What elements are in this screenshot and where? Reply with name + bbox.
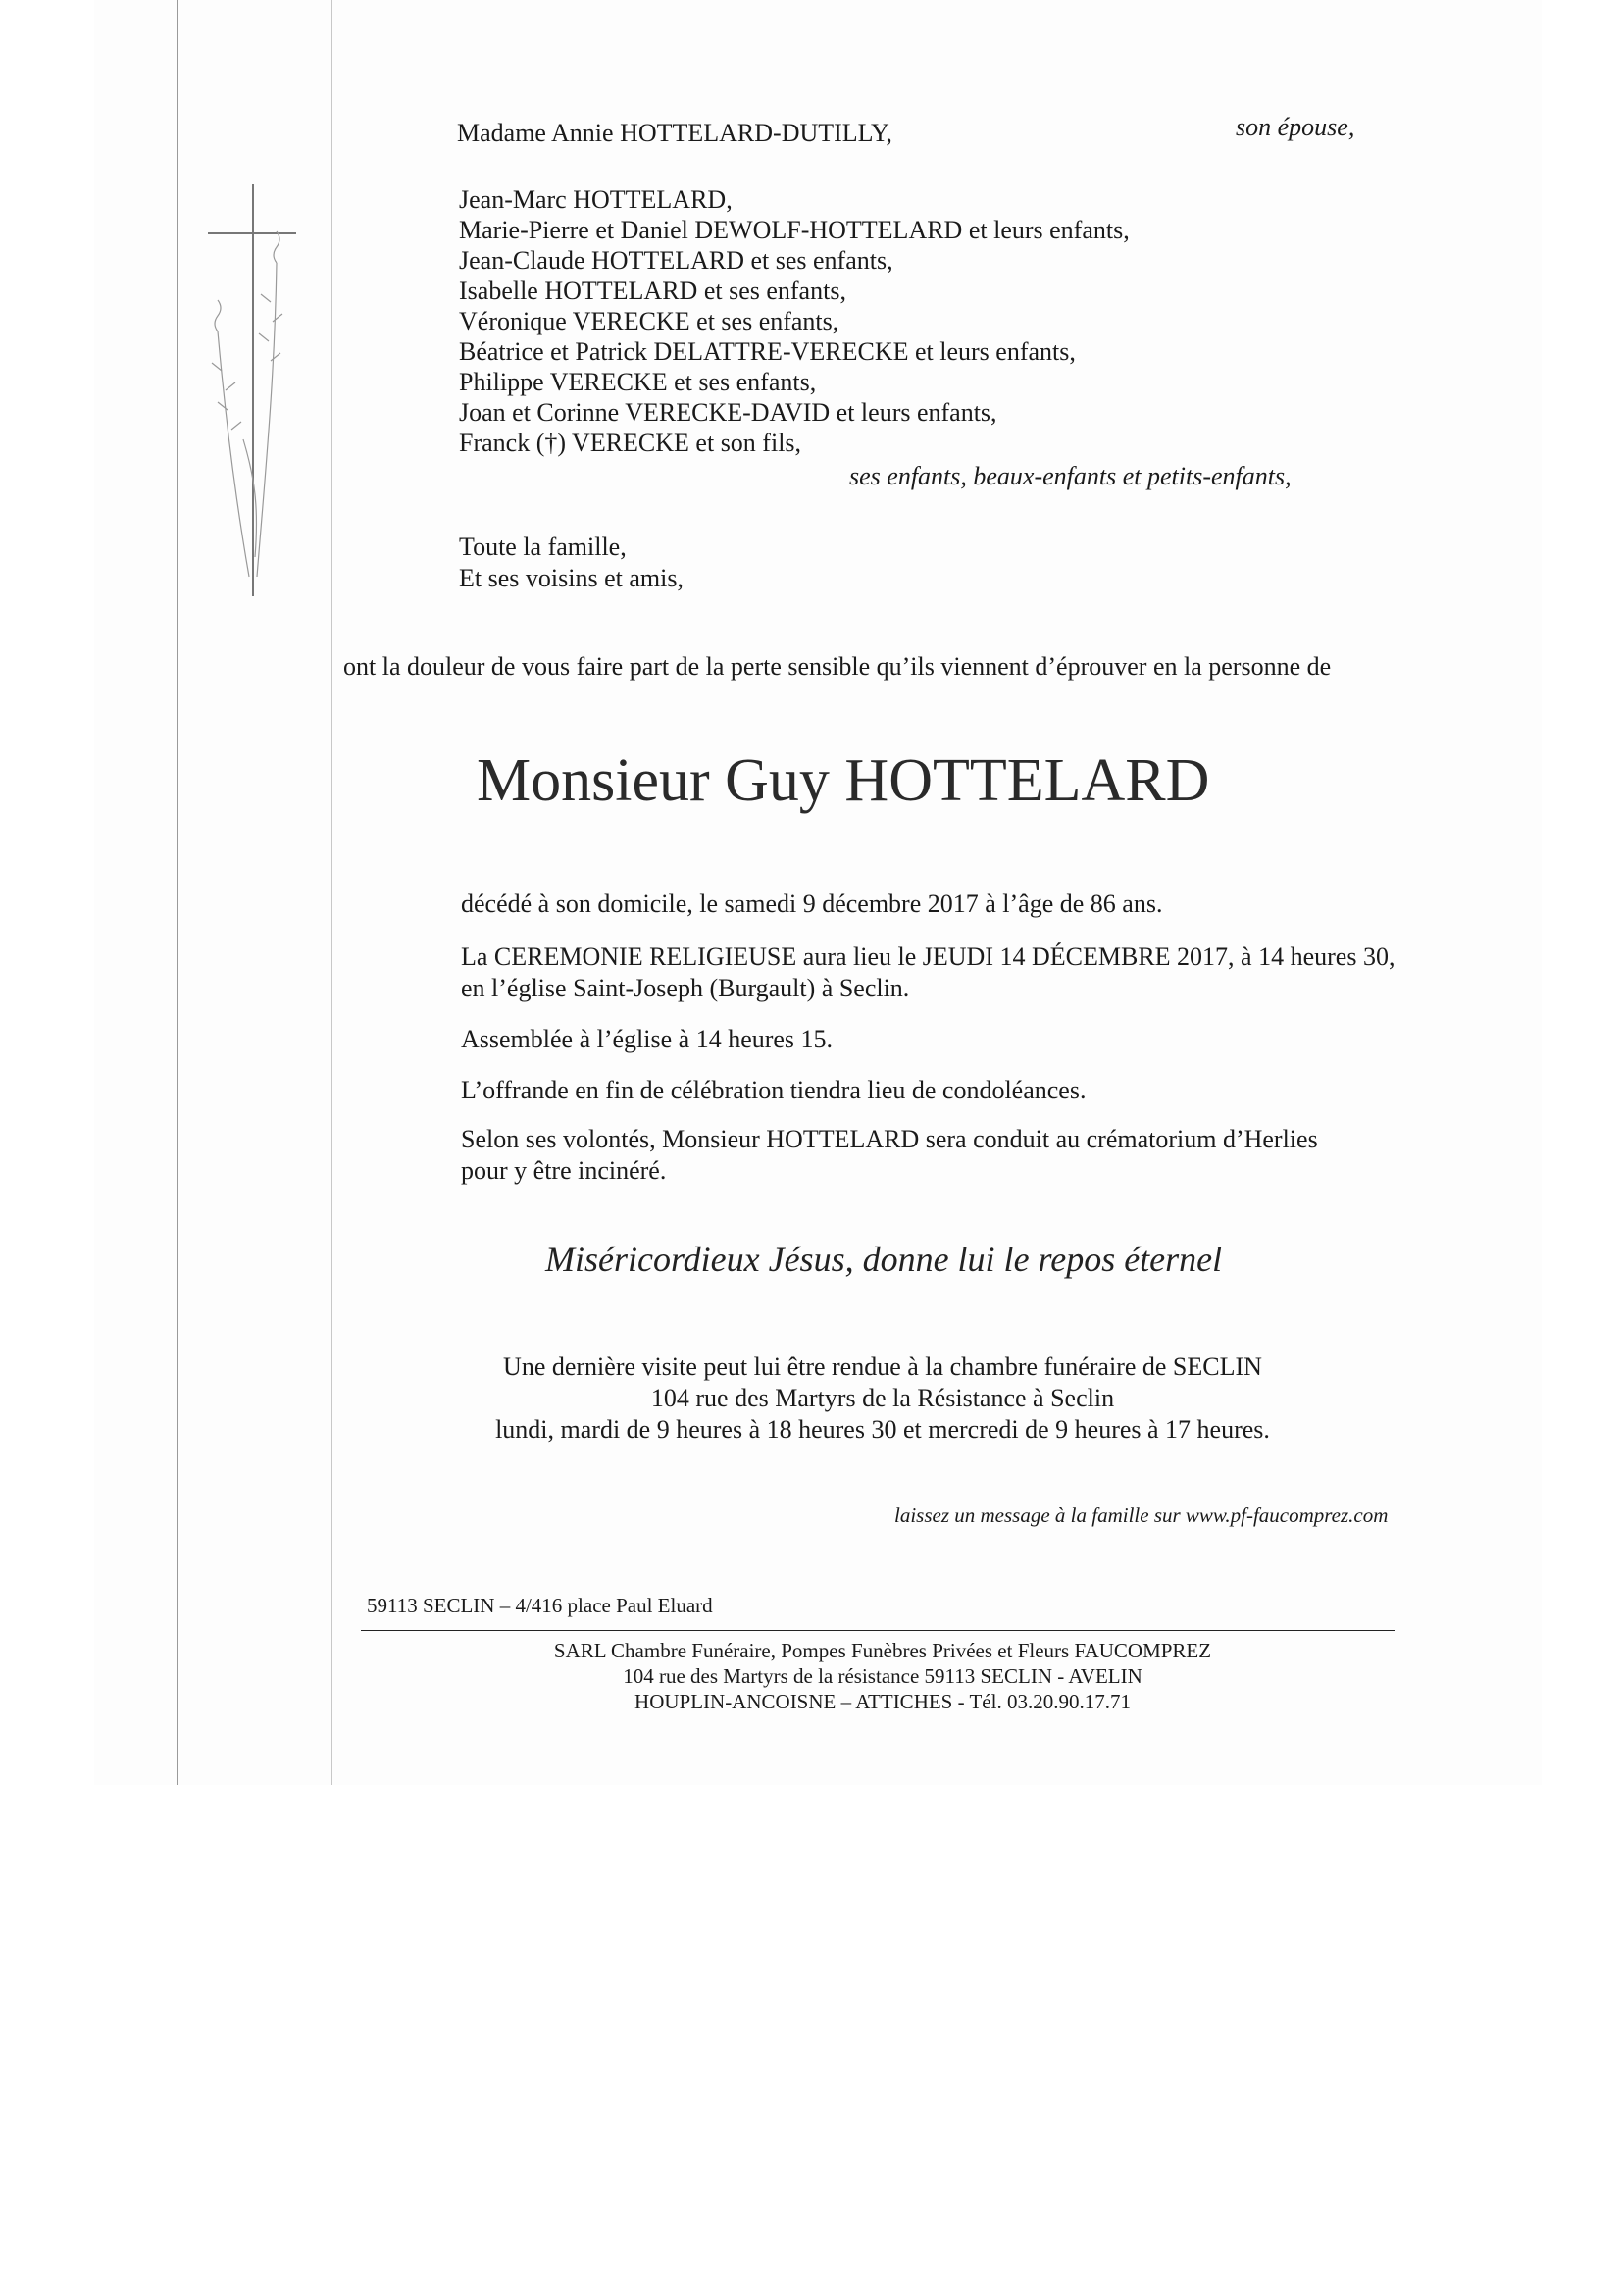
detail-line: Selon ses volontés, Monsieur HOTTELARD sera conduit au crématorium d’Herlies [461,1125,1318,1153]
prayer-line: Miséricordieux Jésus, donne lui le repos éternel [545,1240,1223,1279]
children-role: ses enfants, beaux-enfants et petits-enfants, [849,462,1292,490]
message-link[interactable]: laissez un message à la famille sur www.pf-faucomprez.com [894,1503,1389,1527]
visit-line: lundi, mardi de 9 heures à 18 heures 30 et mercredi de 9 heures à 17 heures. [495,1415,1270,1444]
child-line: Isabelle HOTTELARD et ses enfants, [459,277,846,305]
family-line: Toute la famille, [459,533,627,561]
announcement-text: ont la douleur de vous faire part de la perte sensible qu’ils viennent d’éprouver en la personne de [343,652,1332,681]
deceased-name: Monsieur Guy HOTTELARD [477,747,1210,814]
address-line: 59113 SECLIN – 4/416 place Paul Eluard [367,1594,713,1617]
visit-line: 104 rue des Martyrs de la Résistance à Seclin [650,1384,1115,1412]
child-line: Marie-Pierre et Daniel DEWOLF-HOTTELARD et leurs enfants, [459,216,1130,244]
detail-line: La CEREMONIE RELIGIEUSE aura lieu le JEUDI 14 DÉCEMBRE 2017, à 14 heures 30, [461,942,1396,971]
footer-line: SARL Chambre Funéraire, Pompes Funèbres Privées et Fleurs FAUCOMPREZ [553,1639,1212,1662]
detail-line: Assemblée à l’église à 14 heures 15. [461,1025,834,1053]
child-line: Joan et Corinne VERECKE-DAVID et leurs enfants, [459,398,997,427]
child-line: Philippe VERECKE et ses enfants, [459,368,817,396]
child-line: Véronique VERECKE et ses enfants, [459,307,839,335]
child-line: Béatrice et Patrick DELATTRE-VERECKE et leurs enfants, [459,337,1076,366]
spouse-name: Madame Annie HOTTELARD-DUTILLY, [457,119,892,147]
child-line: Franck (†) VERECKE et son fils, [459,429,802,457]
footer-line: 104 rue des Martyrs de la résistance 59113 SECLIN - AVELIN [623,1664,1142,1688]
inner-margin-rule [331,0,332,1785]
detail-line: en l’église Saint-Joseph (Burgault) à Seclin. [461,974,910,1002]
left-margin-rule [177,0,178,1785]
child-line: Jean-Marc HOTTELARD, [459,185,733,214]
detail-line: L’offrande en fin de célébration tiendra lieu de condoléances. [461,1076,1087,1104]
footer-line: HOUPLIN-ANCOISNE – ATTICHES - Tél. 03.20.90.17.71 [634,1690,1131,1713]
detail-line: pour y être incinéré. [461,1156,667,1185]
family-line: Et ses voisins et amis, [459,564,684,592]
spouse-role: son épouse, [1236,113,1355,141]
child-line: Jean-Claude HOTTELARD et ses enfants, [459,246,893,275]
footer-divider [361,1630,1395,1631]
cross-wheat-icon [196,184,304,606]
detail-line: décédé à son domicile, le samedi 9 décembre 2017 à l’âge de 86 ans. [461,890,1163,918]
visit-line: Une dernière visite peut lui être rendue à la chambre funéraire de SECLIN [503,1352,1262,1381]
